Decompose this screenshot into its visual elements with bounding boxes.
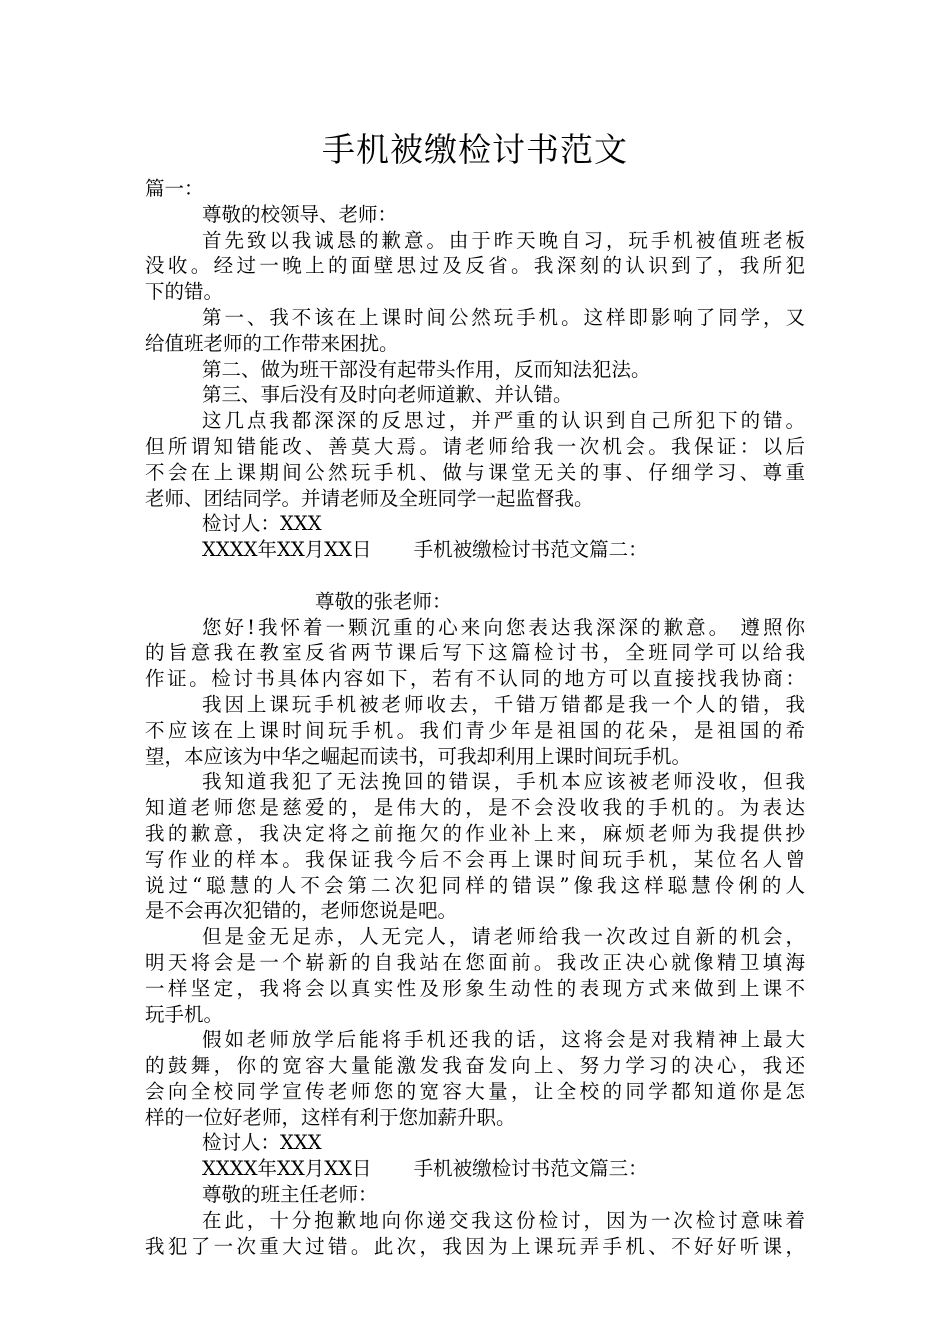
line-text: XXXX年XX月XX日 xyxy=(202,538,372,562)
text-line xyxy=(145,692,805,718)
blank-line xyxy=(145,563,805,589)
text-line xyxy=(145,357,805,383)
text-line xyxy=(145,537,805,563)
line-text: 第一、我不该在上课时间公然玩手机。这样即影响了同学，又 xyxy=(202,305,805,329)
text-line xyxy=(145,434,805,460)
line-text: 下的错。 xyxy=(145,280,224,304)
section-heading: 手机被缴检讨书范文篇二： xyxy=(413,538,648,562)
text-line xyxy=(145,176,805,202)
line-text: 但是金无足赤，人无完人，请老师给我一次改过自新的机会， xyxy=(202,925,805,949)
line-text: 会向全校同学宣传老师您的宽容大量，让全校的同学都知道你是怎 xyxy=(145,1079,805,1103)
line-text: 不应该在上课时间玩手机。我们青少年是祖国的花朵，是祖国的希 xyxy=(145,718,805,742)
line-text: 知道老师您是慈爱的，是伟大的，是不会没收我的手机的。为表达 xyxy=(145,796,805,820)
line-text: 尊敬的张老师： xyxy=(315,589,452,613)
text-line xyxy=(145,228,805,254)
line-text: 我知道我犯了无法挽回的错误，手机本应该被老师没收，但我 xyxy=(202,770,805,794)
line-text: 不会在上课期间公然玩手机、做与课堂无关的事、仔细学习、尊重 xyxy=(145,460,805,484)
text-line xyxy=(145,1027,805,1053)
text-line xyxy=(145,769,805,795)
line-text: 的旨意我在教室反省两节课后写下这篇检讨书，全班同学可以给我 xyxy=(145,641,805,665)
line-text: 第三、事后没有及时向老师道歉、并认错。 xyxy=(202,383,573,407)
text-line xyxy=(145,898,805,924)
text-line xyxy=(145,331,805,357)
line-text: 在此，十分抱歉地向你递交我这份检讨，因为一次检讨意味着 xyxy=(202,1208,805,1232)
line-text: 老师、团结同学。并请老师及全班同学一起监督我。 xyxy=(145,486,594,510)
line-text: 检讨人：XXX xyxy=(202,1131,322,1155)
text-line xyxy=(145,305,805,331)
line-text: 一样坚定，我将会以真实性及形象生动性的表现方式来做到上课不 xyxy=(145,976,805,1000)
text-line xyxy=(145,847,805,873)
line-text: 样的一位好老师，这样有利于您加薪升职。 xyxy=(145,1105,516,1129)
text-line xyxy=(145,924,805,950)
text-line xyxy=(145,460,805,486)
line-text: 是不会再次犯错的，老师您说是吧。 xyxy=(145,899,458,923)
document-body xyxy=(145,176,805,1259)
line-text: 说过“聪慧的人不会第二次犯同样的错误”像我这样聪慧伶俐的人 xyxy=(145,873,805,897)
text-line xyxy=(145,1002,805,1028)
text-line xyxy=(145,589,805,615)
line-text: 这几点我都深深的反思过，并严重的认识到自己所犯下的错。 xyxy=(202,409,805,433)
text-line xyxy=(145,1182,805,1208)
line-text: 首先致以我诚恳的歉意。由于昨天晚自习，玩手机被值班老板 xyxy=(202,228,805,252)
line-text: 作证。检讨书具体内容如下，若有不认同的地方可以直接找我协商： xyxy=(145,667,805,691)
text-line xyxy=(145,718,805,744)
document-title: 手机被缴检讨书范文 xyxy=(322,130,628,169)
text-line xyxy=(145,1234,805,1260)
text-line xyxy=(145,744,805,770)
line-text: 尊敬的校领导、老师： xyxy=(202,202,398,226)
text-line xyxy=(145,976,805,1002)
text-line xyxy=(145,795,805,821)
line-text: 检讨人：XXX xyxy=(202,512,322,536)
line-text: 假如老师放学后能将手机还我的话，这将会是对我精神上最大 xyxy=(202,1028,805,1052)
text-line xyxy=(145,950,805,976)
text-line xyxy=(145,253,805,279)
text-line xyxy=(145,1156,805,1182)
line-text: 玩手机。 xyxy=(145,1002,224,1026)
text-line xyxy=(145,873,805,899)
line-text: 我的歉意，我决定将之前拖欠的作业补上来，麻烦老师为我提供抄 xyxy=(145,821,805,845)
line-text: 但所谓知错能改、善莫大焉。请老师给我一次机会。我保证：以后 xyxy=(145,434,805,458)
line-text: 我因上课玩手机被老师收去，千错万错都是我一个人的错，我 xyxy=(202,692,805,716)
text-line xyxy=(145,1130,805,1156)
text-line xyxy=(145,1053,805,1079)
line-text: 的鼓舞，你的宽容大量能激发我奋发向上、努力学习的决心，我还 xyxy=(145,1054,805,1078)
line-text: 篇一： xyxy=(145,177,204,200)
line-text: XXXX年XX月XX日 xyxy=(202,1157,372,1181)
text-line xyxy=(145,640,805,666)
document-page xyxy=(145,128,805,1259)
text-line xyxy=(145,1208,805,1234)
text-line xyxy=(145,615,805,641)
line-text: 尊敬的班主任老师： xyxy=(202,1183,378,1207)
line-text: 望，本应该为中华之崛起而读书，可我却利用上课时间玩手机。 xyxy=(145,744,692,768)
line-text: 给值班老师的工作带来困扰。 xyxy=(145,331,399,355)
text-line xyxy=(145,202,805,228)
text-line xyxy=(145,1079,805,1105)
section-heading: 手机被缴检讨书范文篇三： xyxy=(413,1157,648,1181)
line-text: 我犯了一次重大过错。此次，我因为上课玩弄手机、不好好听课， xyxy=(145,1234,805,1258)
line-text: 没收。经过一晚上的面壁思过及反省。我深刻的认识到了，我所犯 xyxy=(145,254,805,278)
text-line xyxy=(145,821,805,847)
text-line xyxy=(145,279,805,305)
text-line xyxy=(145,486,805,512)
line-text: 写作业的样本。我保证我今后不会再上课时间玩手机，某位名人曾 xyxy=(145,847,805,871)
text-line xyxy=(145,1105,805,1131)
line-text: 您好!我怀着一颗沉重的心来向您表达我深深的歉意。 遵照你 xyxy=(202,615,805,639)
line-text: 明天将会是一个崭新的自我站在您面前。我改正决心就像精卫填海 xyxy=(145,950,805,974)
text-line xyxy=(145,382,805,408)
text-line xyxy=(145,511,805,537)
line-text: 第二、做为班干部没有起带头作用，反而知法犯法。 xyxy=(202,357,651,381)
text-line xyxy=(145,666,805,692)
text-line xyxy=(145,408,805,434)
